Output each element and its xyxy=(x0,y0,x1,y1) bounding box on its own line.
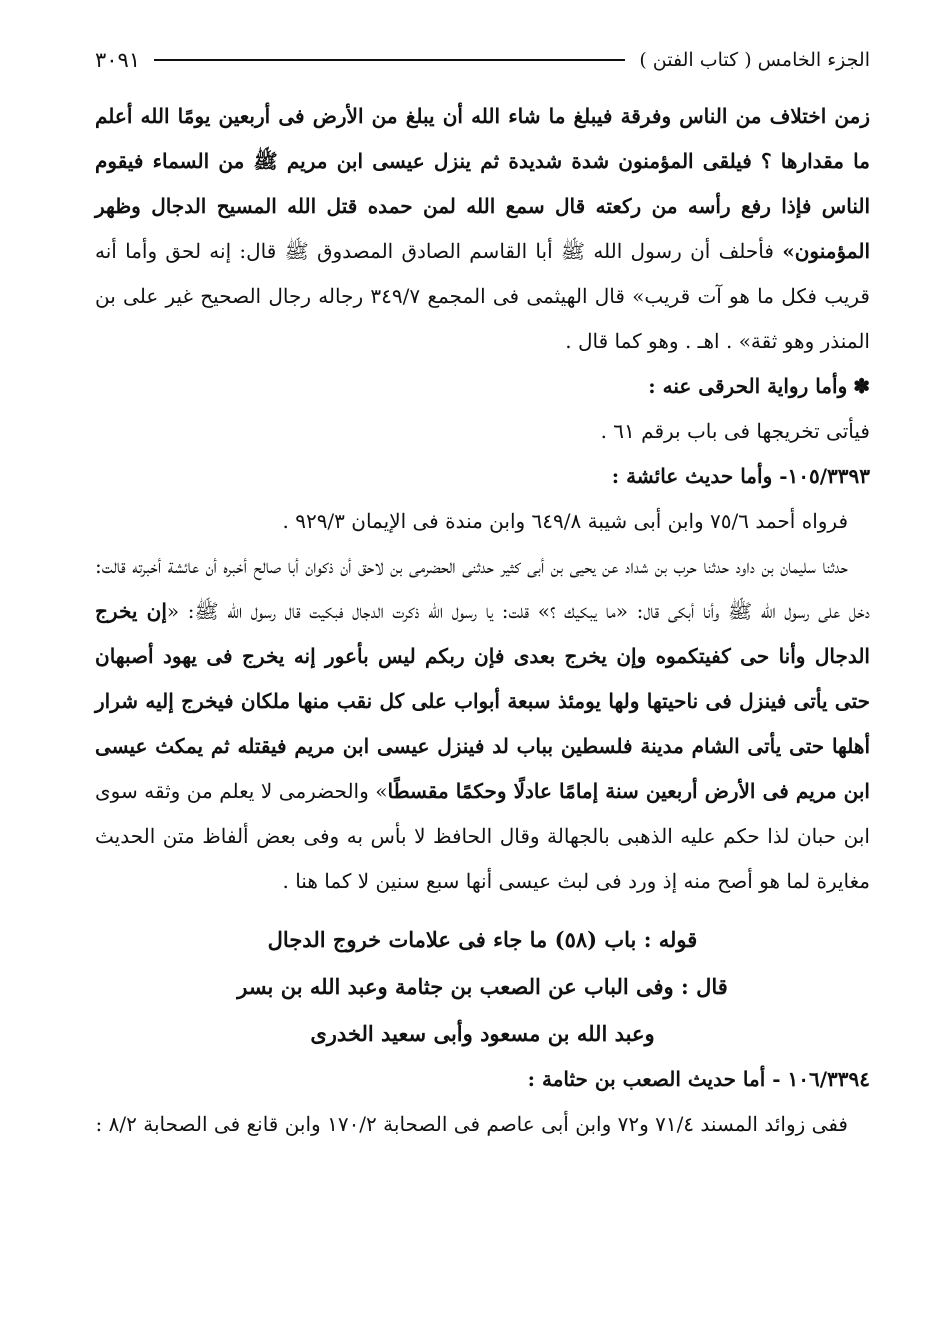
header-rule xyxy=(154,59,625,61)
paragraph-hadith-end xyxy=(95,94,870,364)
hadith-commentary: فأحلف أن رسول الله ﷺ أبا القاسم الصادق المصدوق ﷺ قال: إنه لحق وأما أنه قريب فكل ما هو آت قريب» قال الهيثمى فى المجمع ٣٤٩/٧ رجاله رجال الصحيح غير على بن المنذر وهو ثقة» . اهـ . وهو كما قال . xyxy=(95,239,870,353)
page-number: ٣٠٩١ xyxy=(95,48,141,72)
saab-text: ففى زوائد المسند ٧١/٤ و٧٢ وابن أبى عاصم فى الصحابة ١٧٠/٢ وابن قانع فى الصحابة ٨/٢ : xyxy=(95,1112,848,1136)
section-heading-saab: ١٠٦/٣٣٩٤ - أما حديث الصعب بن حثامة : xyxy=(527,1067,870,1091)
aisha-isnad: حدثنا سليمان بن داود حدثنا حرب بن شداد عن يحيى بن أبى كثير حدثنى الحضرمى بن لاحق أن ذكوان أبا صالح أخبره أن عائشة أخبرته قالت: دخل على رسول الله ﷺ وأنا أبكى قال: «ما يبكيك ؟» قلت: يا رسول الله ذكرت الدجال فبكيت قال رسول الله ﷺ: « xyxy=(95,554,871,623)
page-body xyxy=(95,94,870,1147)
chapter-line-2: وعبد الله بن مسعود وأبى سعيد الخدرى xyxy=(310,1021,655,1046)
spacer xyxy=(95,904,870,916)
harqi-text: فيأتى تخريجها فى باب برقم ٦١ . xyxy=(600,419,870,443)
hadith-bold-text: زمن اختلاف من الناس وفرقة فيبلغ ما شاء الله أن يبلغ من الأرض فى أربعين يومًا الله أعلم ما مقدارها ؟ فيلقى المؤمنون شدة شديدة ثم ينزل عيسى ابن مريم ﷺ من السماء فيقوم الناس فإذا رفع رأسه من ركعته قال سمع الله لمن حمده قتل الله المسيح الدجال وظهر المؤمنون» xyxy=(95,104,870,263)
aisha-matn: إن يخرج الدجال وأنا حى كفيتكموه وإن يخرج بعدى فإن ربكم ليس بأعور إنه يخرج فى يهود أصبهان حتى يأتى فينزل فى ناحيتها ولها يومئذ سبعة أبواب على كل نقب منها ملكان فيخرج إليه شرار أهلها حتى يأتى الشام مدينة فلسطين بباب لد فينزل عيسى ابن مريم فيقتله ثم يمكث عيسى ابن مريم فى الأرض أربعين سنة إمامًا عادلًا وحكمًا مقسطًا xyxy=(95,599,870,803)
star-icon: ✽ xyxy=(853,374,870,398)
aisha-narration xyxy=(95,544,870,904)
running-title: الجزء الخامس ( كتاب الفتن ) xyxy=(639,49,870,71)
section-heading-harqi xyxy=(95,364,870,409)
aisha-commentary: » والحضرمى لا يعلم من وثقه سوى ابن حبان لذا حكم عليه الذهبى بالجهالة وقال الحافظ لا بأس به وفى بعض ألفاظ متن الحديث مغايرة لما هو أصح منه إذ ورد فى لبث عيسى أنها سبع سنين لا كما هنا . xyxy=(95,779,870,893)
page-header xyxy=(95,40,870,80)
aisha-source: فرواه أحمد ٧٥/٦ وابن أبى شيبة ٦٤٩/٨ وابن مندة فى الإيمان ٩٢٩/٣ . xyxy=(282,509,848,533)
chapter-line-1: قال : وفى الباب عن الصعب بن جثامة وعبد الله بن بسر xyxy=(237,974,728,999)
section-heading-aisha: ١٠٥/٣٣٩٣- وأما حديث عائشة : xyxy=(611,464,870,488)
harqi-heading-text: وأما رواية الحرقى عنه : xyxy=(648,374,848,398)
chapter-title: قوله : باب (٥٨) ما جاء فى علامات خروج الدجال xyxy=(267,927,698,952)
